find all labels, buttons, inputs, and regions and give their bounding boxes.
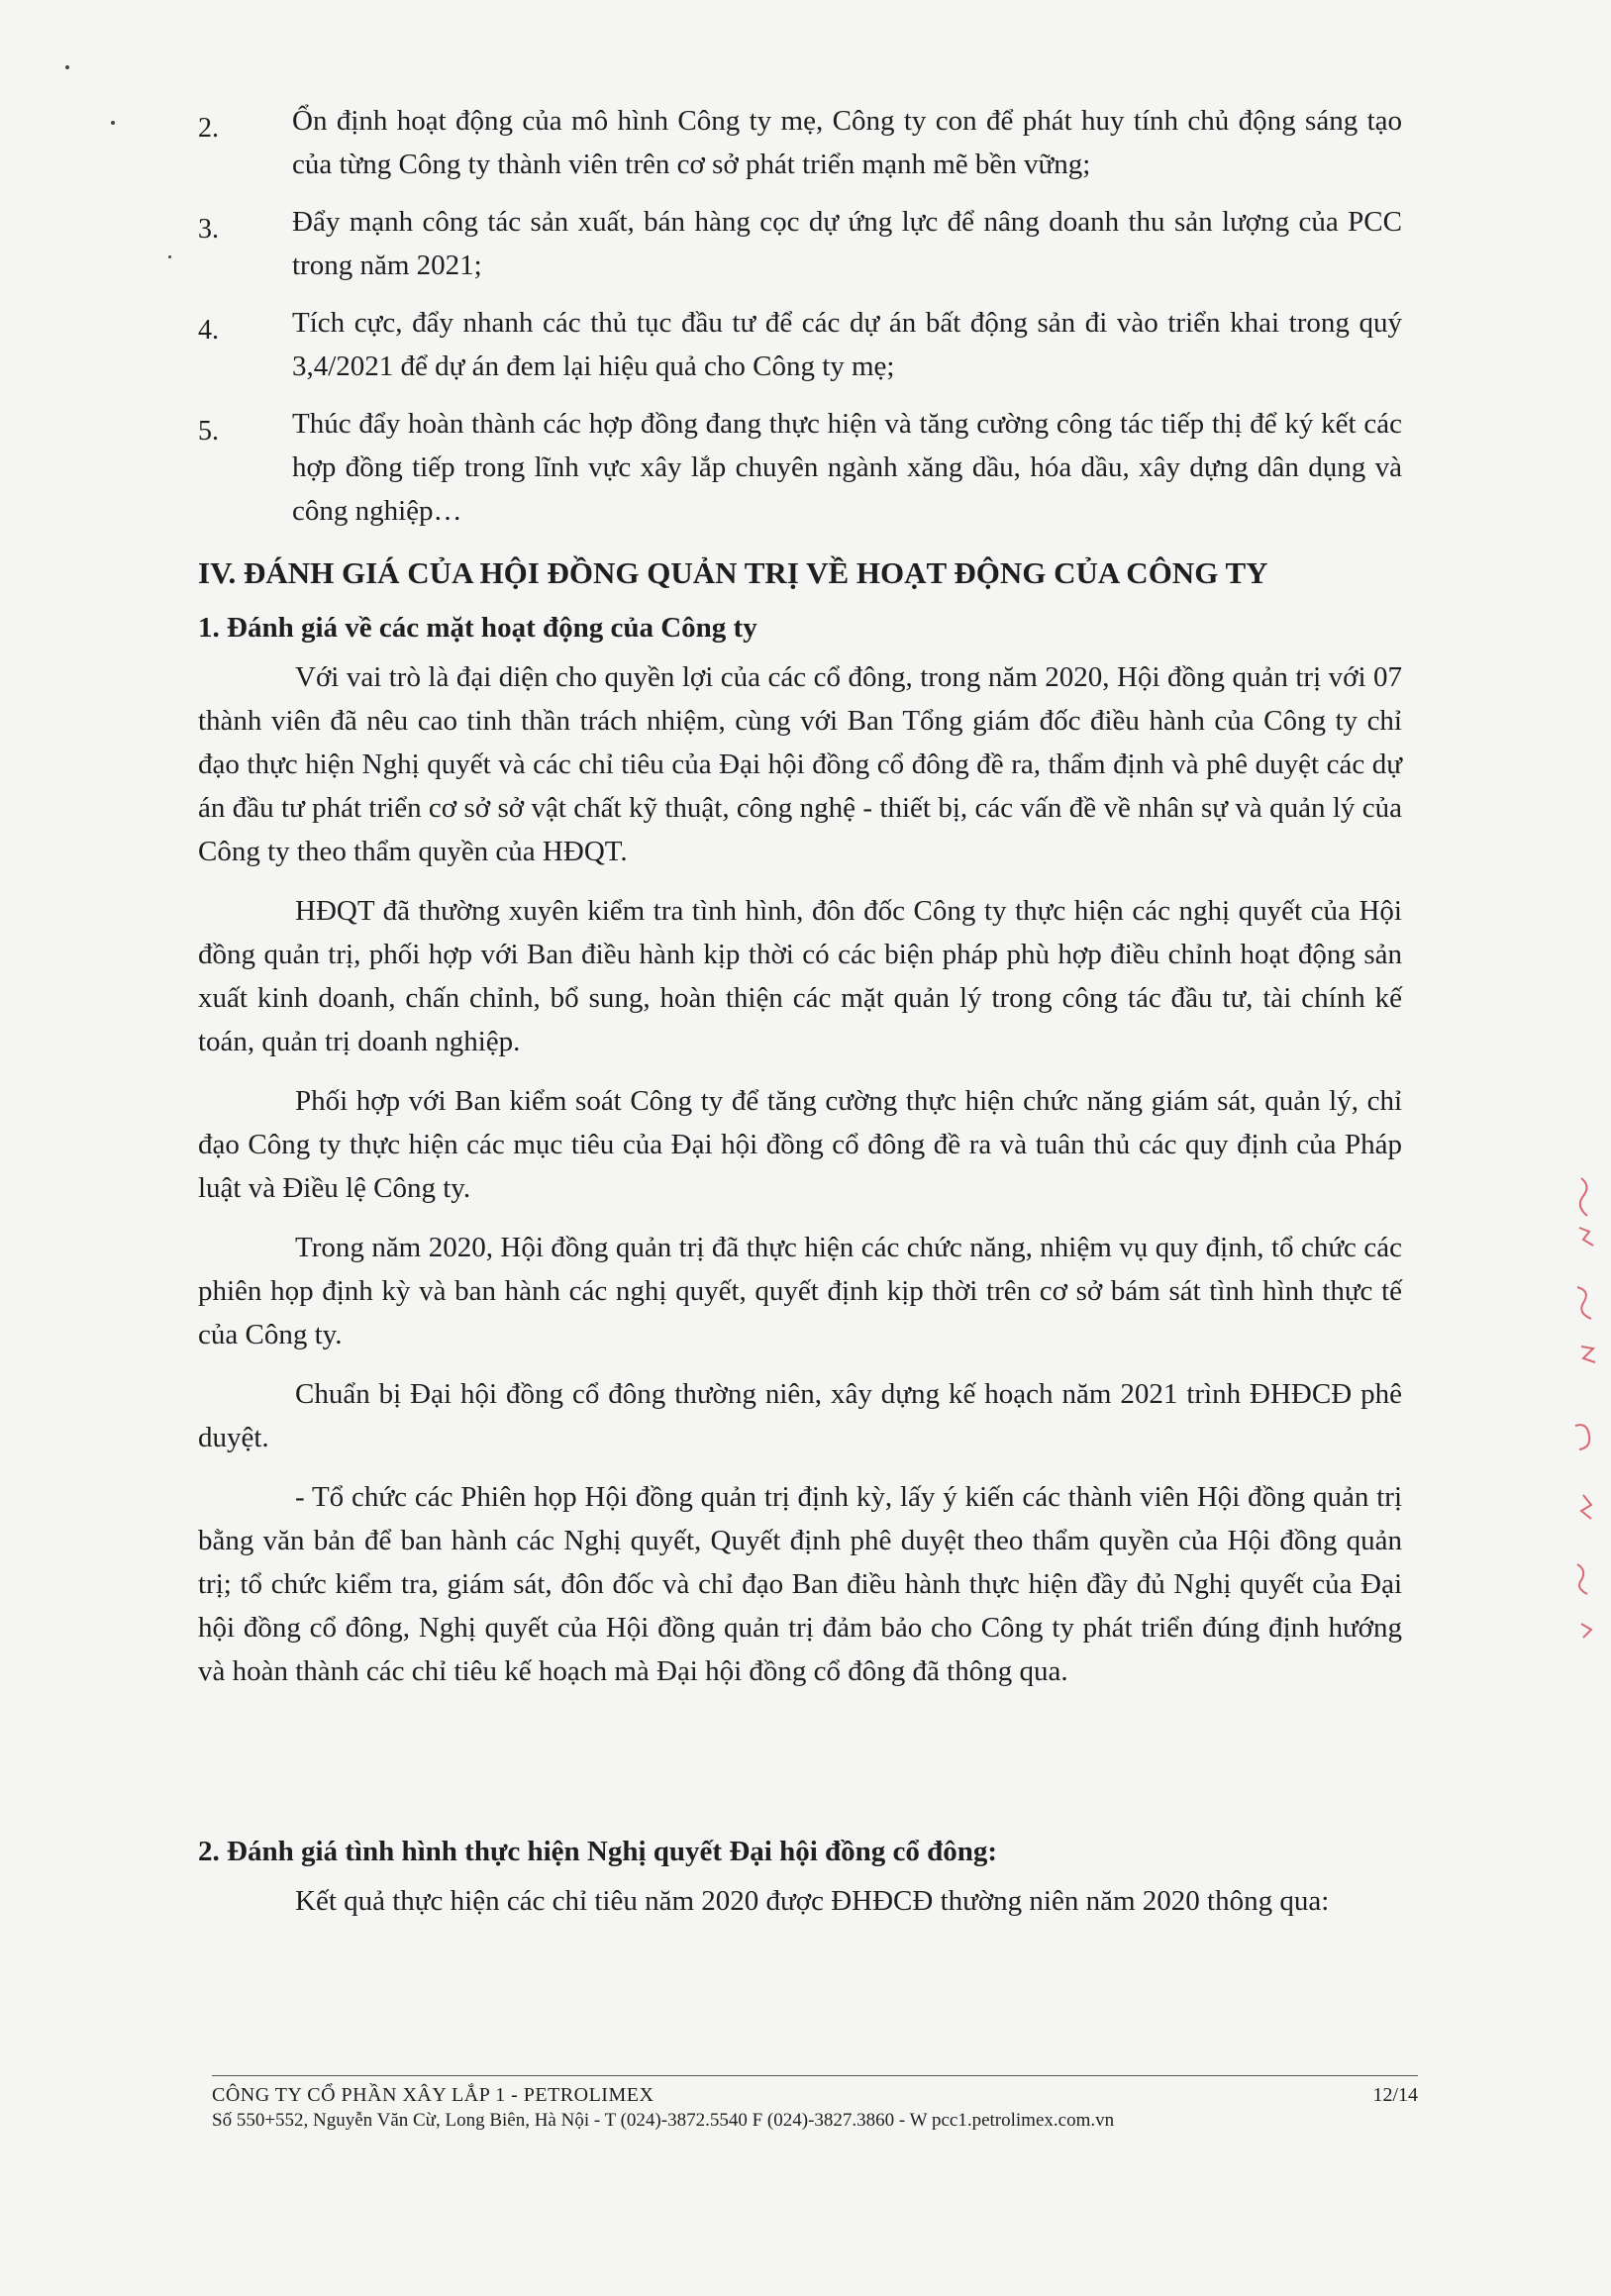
list-number: 5. [198, 416, 219, 447]
scan-speck [168, 255, 171, 258]
list-item [198, 402, 1402, 533]
scan-speck [65, 65, 69, 69]
footer-address: Số 550+552, Nguyễn Văn Cừ, Long Biên, Hà Nội - T (024)-3872.5540 F (024)-3827.3860 - W pcc1.petrolimex.com.vn [212, 2110, 1115, 2131]
list-item [198, 99, 1402, 186]
subsection-heading: 2. Đánh giá tình hình thực hiện Nghị quyết Đại hội đồng cổ đông: [198, 1836, 998, 1867]
paragraph: Kết quả thực hiện các chỉ tiêu năm 2020 được ĐHĐCĐ thường niên năm 2020 thông qua: [295, 1885, 1330, 1917]
paragraph: HĐQT đã thường xuyên kiểm tra tình hình, đôn đốc Công ty thực hiện các nghị quyết của Hội đồng quản trị, phối hợp với Ban điều hành kịp thời có các biện pháp phù hợp điều chỉnh hoạt động sản xuất kinh doanh, chấn chỉnh, bổ sung, hoàn thiện các mặt quản lý trong công tác đầu tư, tài chính kế toán, quản trị doanh nghiệp. [198, 895, 1402, 1057]
list-text: Ổn định hoạt động của mô hình Công ty mẹ, Công ty con để phát huy tính chủ động sáng tạo của từng Công ty thành viên trên cơ sở phát triển mạnh mẽ bền vững; [292, 105, 1402, 180]
page-footer [212, 2075, 1418, 2134]
page-body [198, 99, 1402, 1939]
paragraph: Phối hợp với Ban kiểm soát Công ty để tăng cường thực hiện chức năng giám sát, quản lý, chỉ đạo Công ty thực hiện các mục tiêu của Đại hội đồng cổ đông đề ra và tuân thủ các quy định của Pháp luật và Điều lệ Công ty. [198, 1085, 1402, 1204]
footer-company-name: CÔNG TY CỔ PHẦN XÂY LẮP 1 - PETROLIMEX [212, 2084, 654, 2106]
list-text: Tích cực, đẩy nhanh các thủ tục đầu tư để các dự án bất động sản đi vào triển khai trong quý 3,4/2021 để dự án đem lại hiệu quả cho Công ty mẹ; [292, 307, 1402, 382]
stamp-fragment-icon [1542, 1168, 1611, 1683]
spacer [198, 1709, 1402, 1830]
scan-speck [111, 121, 115, 125]
paragraph: Trong năm 2020, Hội đồng quản trị đã thực hiện các chức năng, nhiệm vụ quy định, tổ chức các phiên họp định kỳ và ban hành các nghị quyết, quyết định kịp thời trên cơ sở bám sát tình hình thực tế của Công ty. [198, 1232, 1402, 1350]
subsection-heading: 1. Đánh giá về các mặt hoạt động của Công ty [198, 612, 757, 644]
numbered-list [198, 99, 1402, 533]
footer-top-row [212, 2082, 1418, 2108]
list-item [198, 301, 1402, 388]
footer-divider [212, 2075, 1418, 2076]
list-item [198, 200, 1402, 287]
list-number: 3. [198, 214, 219, 245]
paragraph: Chuẩn bị Đại hội đồng cổ đông thường niên, xây dựng kế hoạch năm 2021 trình ĐHĐCĐ phê duyệt. [198, 1378, 1402, 1453]
list-text: Thúc đẩy hoàn thành các hợp đồng đang thực hiện và tăng cường công tác tiếp thị để ký kết các hợp đồng tiếp trong lĩnh vực xây lắp chuyên ngành xăng dầu, hóa dầu, xây dựng dân dụng và công nghiệp… [292, 408, 1402, 527]
list-number: 2. [198, 113, 219, 144]
section-heading: IV. ĐÁNH GIÁ CỦA HỘI ĐỒNG QUẢN TRỊ VỀ HOẠT ĐỘNG CỦA CÔNG TY [198, 555, 1268, 590]
paragraph: - Tổ chức các Phiên họp Hội đồng quản trị định kỳ, lấy ý kiến các thành viên Hội đồng quản trị bằng văn bản để ban hành các Nghị quyết, Quyết định phê duyệt theo thẩm quyền của Hội đồng quản trị; tổ chức kiểm tra, giám sát, đôn đốc và chỉ đạo Ban điều hành thực hiện đầy đủ Nghị quyết của Đại hội đồng cổ đông, Nghị quyết của Hội đồng quản trị đảm bảo cho Công ty phát triển đúng định hướng và hoàn thành các chỉ tiêu kế hoạch mà Đại hội đồng cổ đông đã thông qua. [198, 1481, 1402, 1687]
list-text: Đẩy mạnh công tác sản xuất, bán hàng cọc dự ứng lực để nâng doanh thu sản lượng của PCC trong năm 2021; [292, 206, 1402, 281]
paragraph: Với vai trò là đại diện cho quyền lợi của các cổ đông, trong năm 2020, Hội đồng quản trị với 07 thành viên đã nêu cao tinh thần trách nhiệm, cùng với Ban Tổng giám đốc điều hành của Công ty chỉ đạo thực hiện Nghị quyết và các chỉ tiêu của Đại hội đồng cổ đông đề ra, thẩm định và phê duyệt các dự án đầu tư phát triển cơ sở sở vật chất kỹ thuật, công nghệ - thiết bị, các vấn đề về nhân sự và quản lý của Công ty theo thẩm quyền của HĐQT. [198, 661, 1402, 867]
page-number: 12/14 [1372, 2084, 1418, 2106]
list-number: 4. [198, 315, 219, 346]
